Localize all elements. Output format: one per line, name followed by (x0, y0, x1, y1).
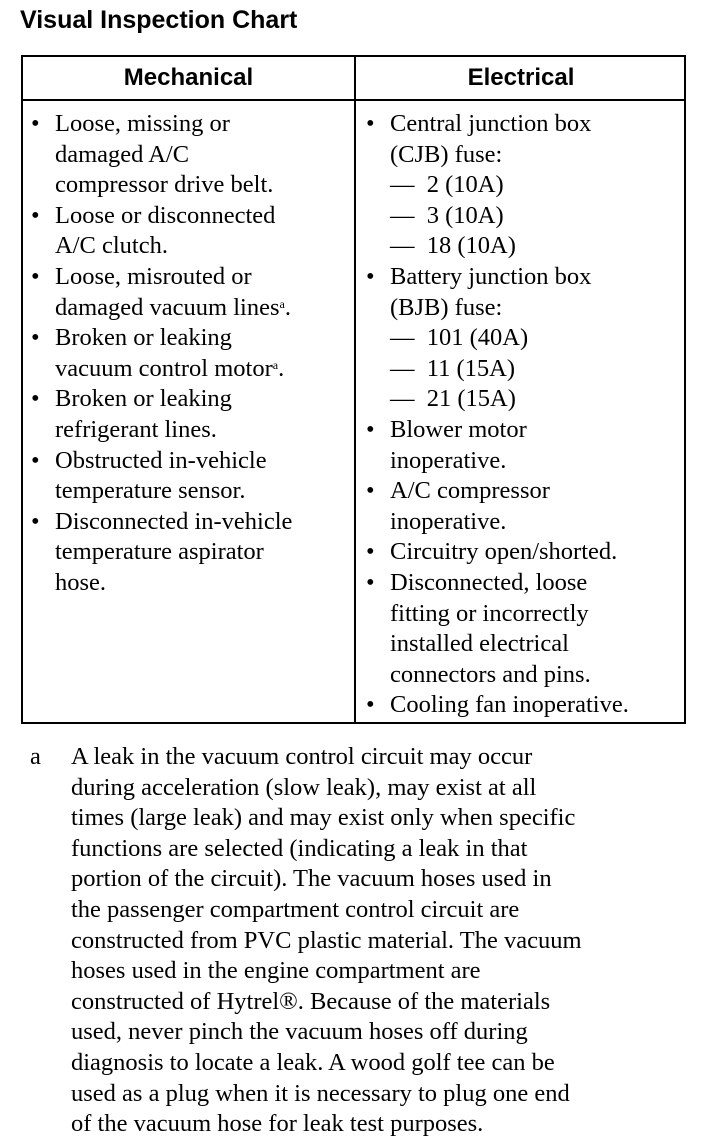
dash: — (390, 385, 415, 413)
fuse-entry (390, 170, 684, 201)
item-line: damaged vacuum lines$^a$. (55, 293, 291, 321)
item-line: Loose, missing or (55, 110, 230, 137)
mechanical-list (31, 109, 351, 599)
item-line: Loose or disconnected (55, 201, 276, 229)
footnote-line: functions are selected (indicating a leak in that (71, 834, 528, 862)
item-line: refrigerant lines. (55, 415, 217, 443)
electrical-item (366, 262, 684, 415)
item-line: (CJB) fuse: (390, 140, 503, 168)
item-line: Broken or leaking (55, 385, 232, 413)
footnote-ref: a (272, 357, 279, 372)
item-line: A/C compressor (390, 477, 550, 505)
electrical-item (366, 476, 684, 537)
bullet: • (31, 324, 40, 352)
item-line: hose. (55, 568, 107, 596)
fuse-entry (390, 231, 684, 262)
item-line: Disconnected, loose (390, 568, 588, 596)
item-line: vacuum control motor$^a$. (55, 354, 285, 382)
bullet: • (366, 262, 375, 290)
dash: — (390, 171, 415, 199)
item-line: fitting or incorrectly (390, 599, 589, 627)
item-line: damaged A/C (55, 140, 190, 168)
fuse-value: 2 (10A) (426, 171, 504, 199)
footnote-line: used as a plug when it is necessary to plug one end (71, 1079, 570, 1107)
electrical-item (366, 568, 684, 690)
footnote-line: during acceleration (slow leak), may exist at all (71, 773, 537, 801)
mechanical-item (31, 262, 351, 323)
footnote-ref: a (279, 296, 285, 311)
fuse-value: 18 (10A) (426, 232, 516, 260)
item-line: Central junction box (390, 110, 592, 137)
footnote-line: the passenger compartment control circuit are (71, 895, 520, 923)
bullet: • (366, 538, 375, 566)
item-line: Broken or leaking (55, 324, 232, 352)
footnote-line: diagnosis to locate a leak. A wood golf tee can be (71, 1048, 555, 1076)
electrical-item (366, 109, 684, 262)
item-line: Disconnected in-vehicle (55, 507, 293, 535)
electrical-item (366, 537, 684, 568)
bullet: • (366, 691, 375, 719)
bullet: • (366, 110, 375, 137)
mechanical-item (31, 323, 351, 384)
dash: — (390, 354, 415, 382)
item-line: temperature aspirator (55, 538, 264, 566)
item-line: (BJB) fuse: (390, 293, 503, 321)
item-line: compressor drive belt. (55, 171, 274, 199)
item-line: A/C clutch. (55, 232, 168, 260)
bullet: • (366, 477, 375, 505)
footnote-line: of the vacuum hose for leak test purposes. (71, 1110, 484, 1138)
mechanical-header: Mechanical (123, 64, 254, 91)
fuse-entry (390, 384, 684, 415)
dash: — (390, 324, 415, 352)
item-line: Circuitry open/shorted. (390, 538, 618, 566)
electrical-list (366, 109, 684, 721)
bullet: • (31, 446, 40, 474)
footnote-line: constructed from PVC plastic material. The vacuum (71, 926, 582, 954)
bullet: • (31, 110, 40, 137)
fuse-entry (390, 323, 684, 354)
footnote-marker: a (30, 743, 41, 770)
footnote-line: portion of the circuit). The vacuum hoses used in (71, 865, 552, 893)
item-line: Obstructed in-vehicle (55, 446, 267, 474)
header-divider (23, 99, 684, 101)
footnote-line: hoses used in the engine compartment are (71, 957, 481, 985)
item-line: connectors and pins. (390, 660, 591, 688)
item-line: Blower motor (390, 415, 527, 443)
dash: — (390, 201, 415, 229)
fuse-entry (390, 201, 684, 232)
fuse-value: 3 (10A) (426, 201, 504, 229)
fuse-value: 11 (15A) (426, 354, 515, 382)
item-line: Cooling fan inoperative. (390, 691, 629, 719)
fuse-entry (390, 354, 684, 385)
bullet: • (366, 568, 375, 596)
dash: — (390, 232, 415, 260)
mechanical-item (31, 384, 351, 445)
bullet: • (31, 507, 40, 535)
page-title: Visual Inspection Chart (20, 6, 298, 34)
fuse-value: 101 (40A) (426, 324, 529, 352)
mechanical-item (31, 446, 351, 507)
footnote-line: A leak in the vacuum control circuit may occur (71, 743, 533, 770)
electrical-item (366, 415, 684, 476)
punctuation: . (284, 293, 291, 321)
bullet: • (31, 201, 40, 229)
footnote-line: times (large leak) and may exist only when specific (71, 804, 576, 832)
bullet: • (366, 415, 375, 443)
fuse-value: 21 (15A) (426, 385, 516, 413)
item-line: temperature sensor. (55, 477, 246, 505)
bullet: • (31, 385, 40, 413)
item-line: Loose, misrouted or (55, 262, 252, 290)
inspection-table (21, 55, 686, 724)
mechanical-item (31, 507, 351, 599)
footnote-text (71, 742, 691, 1140)
footnote-line: constructed of Hytrel®. Because of the materials (71, 987, 551, 1015)
item-line: Battery junction box (390, 262, 592, 290)
footnote-line: used, never pinch the vacuum hoses off during (71, 1018, 528, 1046)
bullet: • (31, 262, 40, 290)
punctuation: . (278, 354, 285, 382)
mechanical-item (31, 201, 351, 262)
item-line: inoperative. (390, 446, 507, 474)
item-line: installed electrical (390, 630, 569, 658)
electrical-header: Electrical (467, 64, 575, 91)
mechanical-item (31, 109, 351, 201)
column-divider (354, 57, 356, 722)
electrical-item (366, 690, 684, 721)
item-line: inoperative. (390, 507, 507, 535)
